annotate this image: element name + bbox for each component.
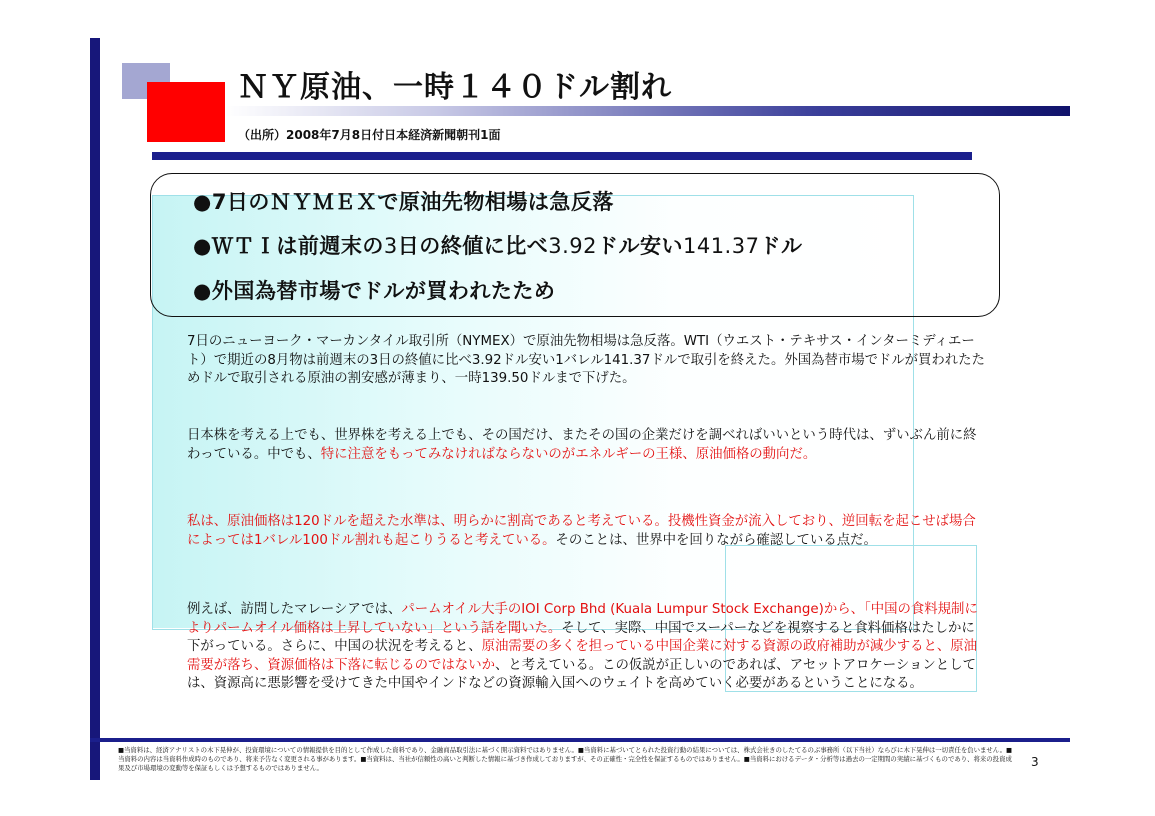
source-citation: （出所）2008年7月8日付日本経済新聞朝刊1面 [238, 128, 501, 142]
bullet2-num-c: 141.37 [682, 234, 760, 258]
page-number: 3 [1031, 755, 1039, 769]
body-paragraph-1 [187, 333, 987, 389]
summary-bullet-2 [193, 230, 802, 260]
p2-text: 日本株を考える上でも、世界株を考える上でも、その国だけ、またその国の企業だけを調べればいいという時代は、ずいぶん前に終わっている。中でも、 [187, 428, 977, 462]
p4-highlight-b: 原油需要の多くを担っている中国企業に対する資源の政府補助が減少すると、原油需要が落ち、資源価格は下落に転じるのではないか [187, 639, 978, 673]
footer-disclaimer: ■当資料は、経済アナリストの木下晃伸が、投資環境についての情報提供を目的として作成した資料であり、金融商品取引法に基づく開示資料ではありません。■当資料に基づいてとられた投資行動の結果については、株式会社きのしたてるのぶ事務所（以下当社）ならびに木下晃伸は一切責任を負いません。■当資料の内容は当資料作成時のものであり、将来予告なく変更される事があります。■当資料は、当社が信頼性の高いと判断した情報に基づき作成しておりますが、その正確性・完全性を保証するものではありません。■当資料におけるデータ・分析等は過去の一定期間の実績に基づくものであり、将来の投資成果及び市場環境の変動等を保証もしくは予想するものではありません。 [118, 746, 1013, 772]
p2-highlight: 特に注意をもってみなければならないのがエネルギーの王様、原油価格の動向だ。 [320, 446, 817, 462]
body-paragraph-3 [187, 513, 987, 550]
header-divider [152, 152, 972, 160]
bullet2-num-b: 3.92 [548, 234, 597, 258]
body-paragraph-2 [187, 427, 987, 464]
p4-text-c: 、と考えている。この仮説が正しいのであれば、アセットアロケーションとしては、資源高に悪影響を受けてきた中国やインドなどの資源輸入国へのウェイトを高めていく必要があるということになる。 [187, 657, 976, 691]
decor-square-red [147, 82, 225, 142]
summary-bullet-3: ●外国為替市場でドルが買われたため [193, 279, 556, 303]
bullet2-text-d: ドル [759, 234, 803, 258]
title-underline [225, 106, 1070, 116]
bullet2-text-c: ドル安い [596, 234, 683, 258]
summary-bullet-1: ●7日のＮＹＭＥＸで原油先物相場は急反落 [193, 190, 614, 214]
p4-highlight-a: パームオイル大手のIOI Corp Bhd (Kuala Lumpur Stock Exchange)から、「中国の食料規制によりパームオイル価格は上昇していない」という話を聞いた。 [187, 602, 978, 636]
footer-divider [90, 738, 1070, 742]
page-title: ＮＹ原油、一時１４０ドル割れ [238, 70, 672, 105]
bullet2-text-a: ●ＷＴＩは前週末の [193, 234, 384, 258]
body-paragraph-4 [187, 601, 987, 694]
bullet2-text-b: 日の終値に比べ [397, 234, 549, 258]
bullet2-num-a: 3 [383, 234, 398, 258]
p1-text: 7日のニューヨーク・マーカンタイル取引所（NYMEX）で原油先物相場は急反落。WTI（ウエスト・テキサス・インターミディエート）で期近の8月物は前週末の3日の終値に比べ3.92ドル安い1バレル141.37ドルで取引を終えた。外国為替市場でドルが買われたためドルで取引される原油の割安感が薄まり、一時139.50ドルまで下げた。 [187, 334, 985, 386]
p3-text: そのことは、世界中を回りながら確認している点だ。 [555, 532, 877, 548]
left-accent-bar [90, 38, 100, 780]
p3-highlight: 私は、原油価格は120ドルを超えた水準は、明らかに割高であると考えている。投機性資金が流入しており、逆回転を起こせば場合によっては1バレル100ドル割れも起こりうると考えている。 [187, 514, 976, 548]
p4-text-a: 例えば、訪問したマレーシアでは、 [187, 602, 402, 617]
p4-text-b: そして、実際、中国でスーパーなどを視察すると食料価格はたしかに下がっている。さらに、中国の状況を考えると、 [187, 620, 975, 654]
